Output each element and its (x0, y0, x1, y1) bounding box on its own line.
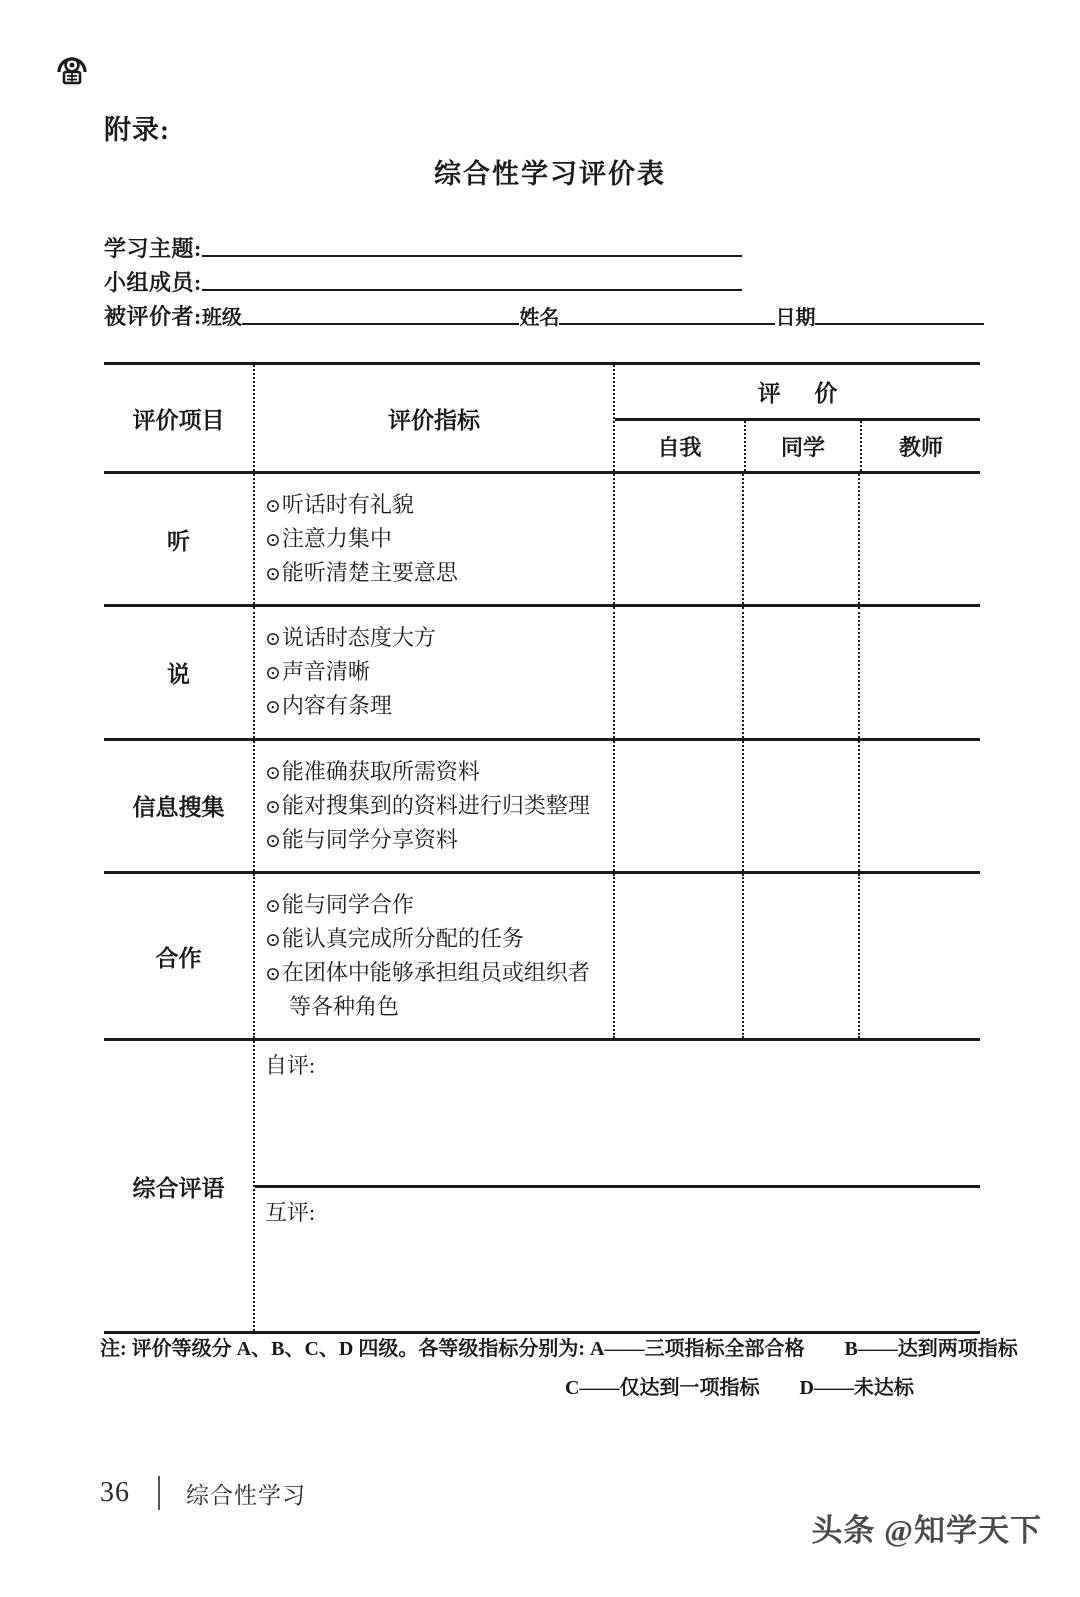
note-line-1 (100, 1330, 1018, 1369)
note-prefix: 注: 评价等级分 A、B、C、D 四级。各等级指标分别为: (100, 1338, 590, 1360)
criteria-line (265, 689, 605, 723)
footer-section-name: 综合性学习 (186, 1482, 306, 1508)
score-cell-self[interactable] (613, 607, 742, 737)
bullet-icon: ⊙ (265, 895, 281, 917)
bullet-icon: ⊙ (265, 564, 281, 586)
score-cell-teacher[interactable] (858, 607, 980, 737)
evaluatee-label: 被评价者: (104, 304, 202, 329)
criteria-line (265, 922, 605, 956)
topic-label: 学习主题: (104, 236, 202, 261)
row-criteria-cell (253, 474, 613, 604)
criteria-text: 能与同学合作 (281, 891, 414, 917)
row-item-label: 合作 (155, 945, 202, 971)
score-cell-teacher[interactable] (858, 474, 980, 604)
table-row (104, 607, 980, 740)
field-row-evaluatee (104, 296, 984, 330)
bullet-icon: ⊙ (265, 964, 281, 986)
class-input-rule[interactable] (242, 322, 520, 325)
criteria-text: 能听清楚主要意思 (281, 560, 458, 586)
watermark: 头条 @知学天下 (811, 1513, 1042, 1548)
row-item-label: 听 (167, 528, 190, 554)
criteria-line (265, 823, 605, 857)
bullet-icon: ⊙ (265, 530, 281, 552)
score-cell-teacher[interactable] (858, 741, 980, 871)
score-cell-peer[interactable] (742, 474, 858, 604)
name-label: 姓名 (519, 307, 560, 329)
criteria-text: 声音清晰 (281, 659, 370, 685)
header-evaluation-group (613, 365, 980, 471)
criteria-text: 说话时态度大方 (281, 625, 436, 651)
topic-input-rule[interactable] (202, 254, 742, 257)
criteria-line (265, 556, 605, 590)
book-emblem-icon (55, 50, 89, 88)
criteria-continuation: 等各种角色 (289, 994, 400, 1020)
criteria-text: 能对搜集到的资料进行归类整理 (281, 792, 590, 818)
criteria-line (265, 956, 605, 990)
bullet-icon: ⊙ (265, 762, 281, 784)
score-cell-self[interactable] (613, 741, 742, 871)
bullet-icon: ⊙ (265, 697, 281, 719)
grade-d: D——未达标 (799, 1377, 914, 1399)
header-evaluation-title: 评 价 (615, 365, 980, 421)
bullet-icon: ⊙ (265, 663, 281, 685)
name-input-rule[interactable] (559, 322, 775, 325)
grade-a: A——三项指标全部合格 (590, 1338, 805, 1360)
appendix-label: 附录: (104, 115, 170, 145)
row-criteria-cell (253, 741, 613, 871)
row-item-label: 信息搜集 (132, 795, 225, 821)
criteria-text: 听话时有礼貌 (281, 492, 414, 517)
criteria-text: 能认真完成所分配的任务 (281, 925, 524, 951)
grade-c: C——仅达到一项指标 (565, 1377, 760, 1399)
peer-comment-area[interactable] (255, 1188, 980, 1332)
criteria-line (265, 621, 605, 655)
row-criteria-cell (253, 607, 613, 737)
page-footer (100, 1476, 306, 1510)
page-number: 36 (100, 1477, 130, 1508)
table-row (104, 474, 980, 607)
score-cell-peer[interactable] (742, 874, 858, 1038)
bullet-icon: ⊙ (265, 796, 281, 818)
criteria-line (265, 488, 605, 522)
row-item-label: 说 (167, 661, 190, 687)
comment-body (253, 1041, 980, 1331)
page-title: 综合性学习评价表 (434, 159, 666, 189)
header-peer: 同学 (744, 421, 860, 471)
footer-divider (158, 1476, 160, 1510)
grading-note (100, 1330, 1018, 1408)
score-cell-teacher[interactable] (858, 874, 980, 1038)
criteria-text: 能准确获取所需资料 (281, 758, 480, 784)
comment-row (104, 1041, 980, 1331)
grade-b: B——达到两项指标 (844, 1338, 1018, 1360)
row-criteria-cell (253, 874, 613, 1038)
bullet-icon: ⊙ (265, 629, 281, 651)
self-comment-area[interactable] (255, 1041, 980, 1188)
criteria-line (265, 888, 605, 922)
self-comment-label: 自评: (265, 1053, 316, 1079)
criteria-line (265, 522, 605, 556)
header-evaluation-item: 评价项目 (132, 407, 225, 433)
bullet-icon: ⊙ (265, 929, 281, 951)
score-cell-peer[interactable] (742, 741, 858, 871)
table-row (104, 874, 980, 1041)
bullet-icon: ⊙ (265, 496, 281, 517)
criteria-line (265, 789, 605, 823)
score-cell-self[interactable] (613, 874, 742, 1038)
bullet-icon: ⊙ (265, 830, 281, 852)
note-line-2 (100, 1369, 990, 1408)
criteria-text: 能与同学分享资料 (281, 826, 458, 852)
field-row-members (104, 262, 984, 296)
header-self: 自我 (657, 434, 702, 460)
members-input-rule[interactable] (202, 288, 742, 291)
criteria-line (265, 655, 605, 689)
form-fields (104, 228, 984, 330)
header-teacher: 教师 (860, 421, 980, 471)
field-row-topic (104, 228, 984, 262)
comment-row-label: 综合评语 (132, 1175, 225, 1201)
criteria-line (265, 755, 605, 789)
score-cell-self[interactable] (613, 474, 742, 604)
date-input-rule[interactable] (815, 322, 984, 325)
table-header-row (104, 365, 980, 474)
evaluation-table (104, 362, 980, 1334)
class-label: 班级 (201, 307, 242, 329)
date-label: 日期 (775, 307, 816, 329)
score-cell-peer[interactable] (742, 607, 858, 737)
criteria-text: 在团体中能够承担组员或组织者 (281, 960, 590, 986)
criteria-text: 注意力集中 (281, 526, 392, 552)
header-evaluation-subs (615, 421, 980, 471)
criteria-text: 内容有条理 (281, 693, 392, 719)
peer-comment-label: 互评: (265, 1199, 316, 1225)
header-evaluation-criteria: 评价指标 (253, 365, 613, 471)
members-label: 小组成员: (104, 270, 202, 295)
table-row (104, 741, 980, 874)
